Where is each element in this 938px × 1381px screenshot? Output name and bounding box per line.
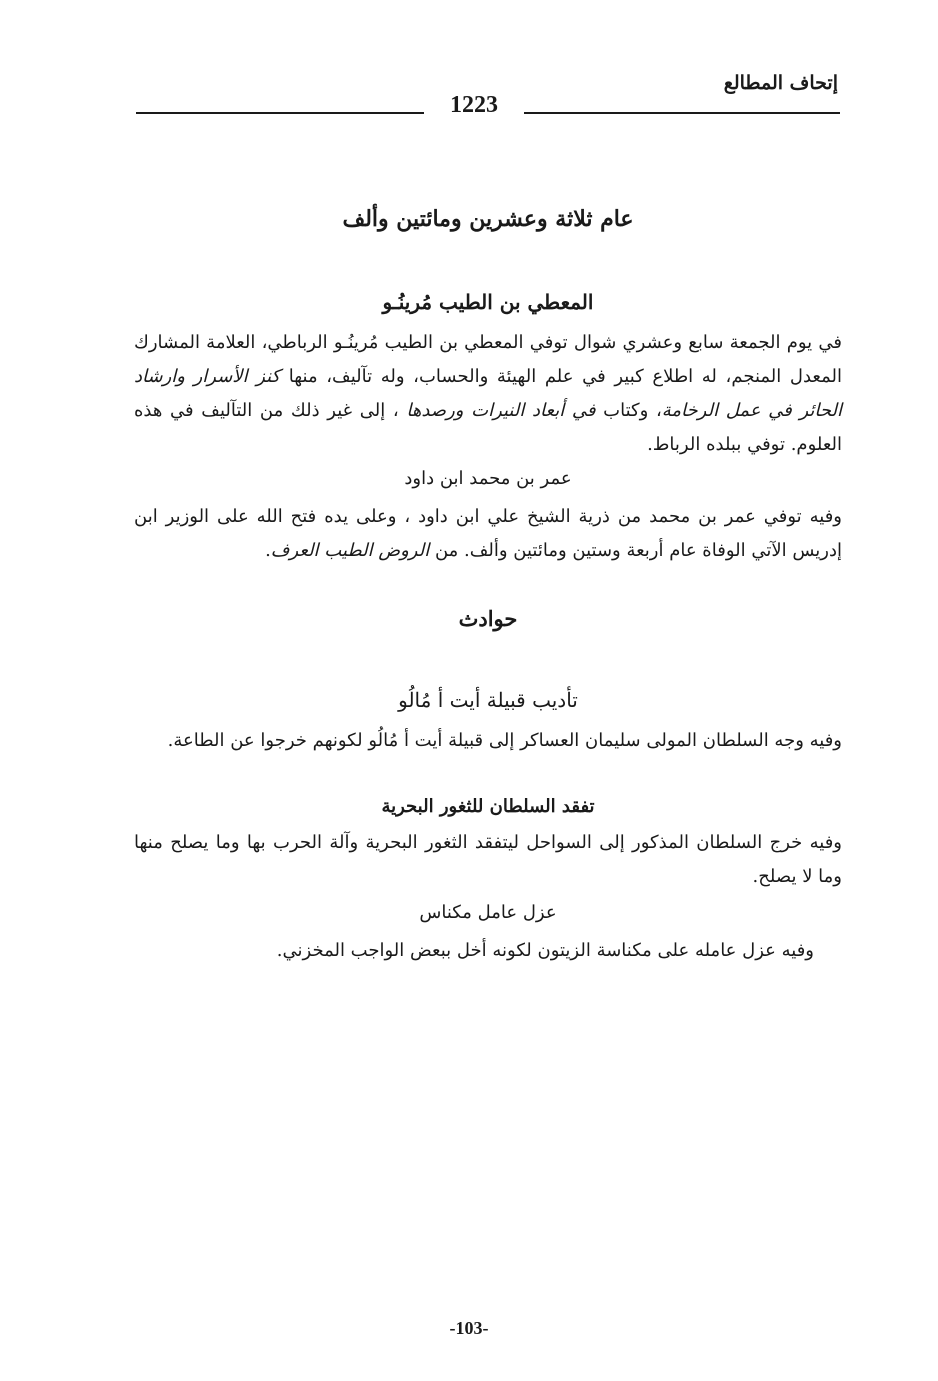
entry1-text-c: ، إلى غير ذلك من التآليف في هذه العلوم. توفي ببلده الرباط.	[134, 400, 842, 455]
event2-paragraph: وفيه خرج السلطان المذكور إلى السواحل ليتفقد الثغور البحرية وآلة الحرب بها وما يصلح منها وما لا يصلح.	[134, 832, 842, 887]
header-rule-right	[524, 112, 840, 114]
event3-heading: عزل عامل مكناس	[419, 902, 557, 923]
event1-heading: تأديب قبيلة أيت أ مُالُو	[398, 688, 578, 712]
header-rule-left	[136, 112, 424, 114]
entry1-text-b: ، وكتاب	[595, 400, 662, 421]
entry2-paragraph	[134, 500, 842, 568]
event3-paragraph: وفيه عزل عامله على مكناسة الزيتون لكونه أخل ببعض الواجب المخزني.	[276, 940, 814, 961]
entry2-heading: عمر بن محمد ابن داود	[404, 468, 572, 489]
event2-heading: تفقد السلطان للثغور البحرية	[381, 796, 595, 817]
entry1-paragraph	[134, 326, 842, 462]
entry2-text-b: .	[265, 540, 271, 561]
running-head: إتحاف المطالع	[723, 72, 838, 94]
entry2-source-title: الروض الطيب العرف	[270, 540, 430, 561]
entry1-text-a: في يوم الجمعة سابع وعشري شوال توفي المعطي بن الطيب مُرينُـو الرباطي، العلامة المشارك المعدل المنجم، له اطلاع كبير في علم الهيئة والحساب، وله تآليف، منها	[134, 332, 842, 387]
event1-paragraph: وفيه وجه السلطان المولى سليمان العساكر إلى قبيلة أيت أ مُالُو لكونهم خرجوا عن الطاعة.	[167, 730, 842, 751]
events-title: حوادث	[458, 606, 518, 631]
entry1-book-title-2: في أبعاد النيرات ورصدها	[406, 400, 596, 421]
entry1-book-title-1: كنز الأسرار وارشاد الحائر في عمل الرخامة	[134, 366, 842, 421]
page-title: عام ثلاثة وعشرين ومائتين وألف	[342, 206, 634, 232]
entry2-text-a: وفيه توفي عمر بن محمد من ذرية الشيخ علي ابن داود ، وعلى يده فتح الله على الوزير ابن إدريس الآتي الوفاة عام أربعة وستين ومائتين وألف. من	[134, 506, 842, 561]
year-number: 1223	[450, 92, 498, 118]
page-number: -103-	[449, 1318, 489, 1338]
entry1-heading: المعطي بن الطيب مُرينُـو	[382, 290, 594, 314]
